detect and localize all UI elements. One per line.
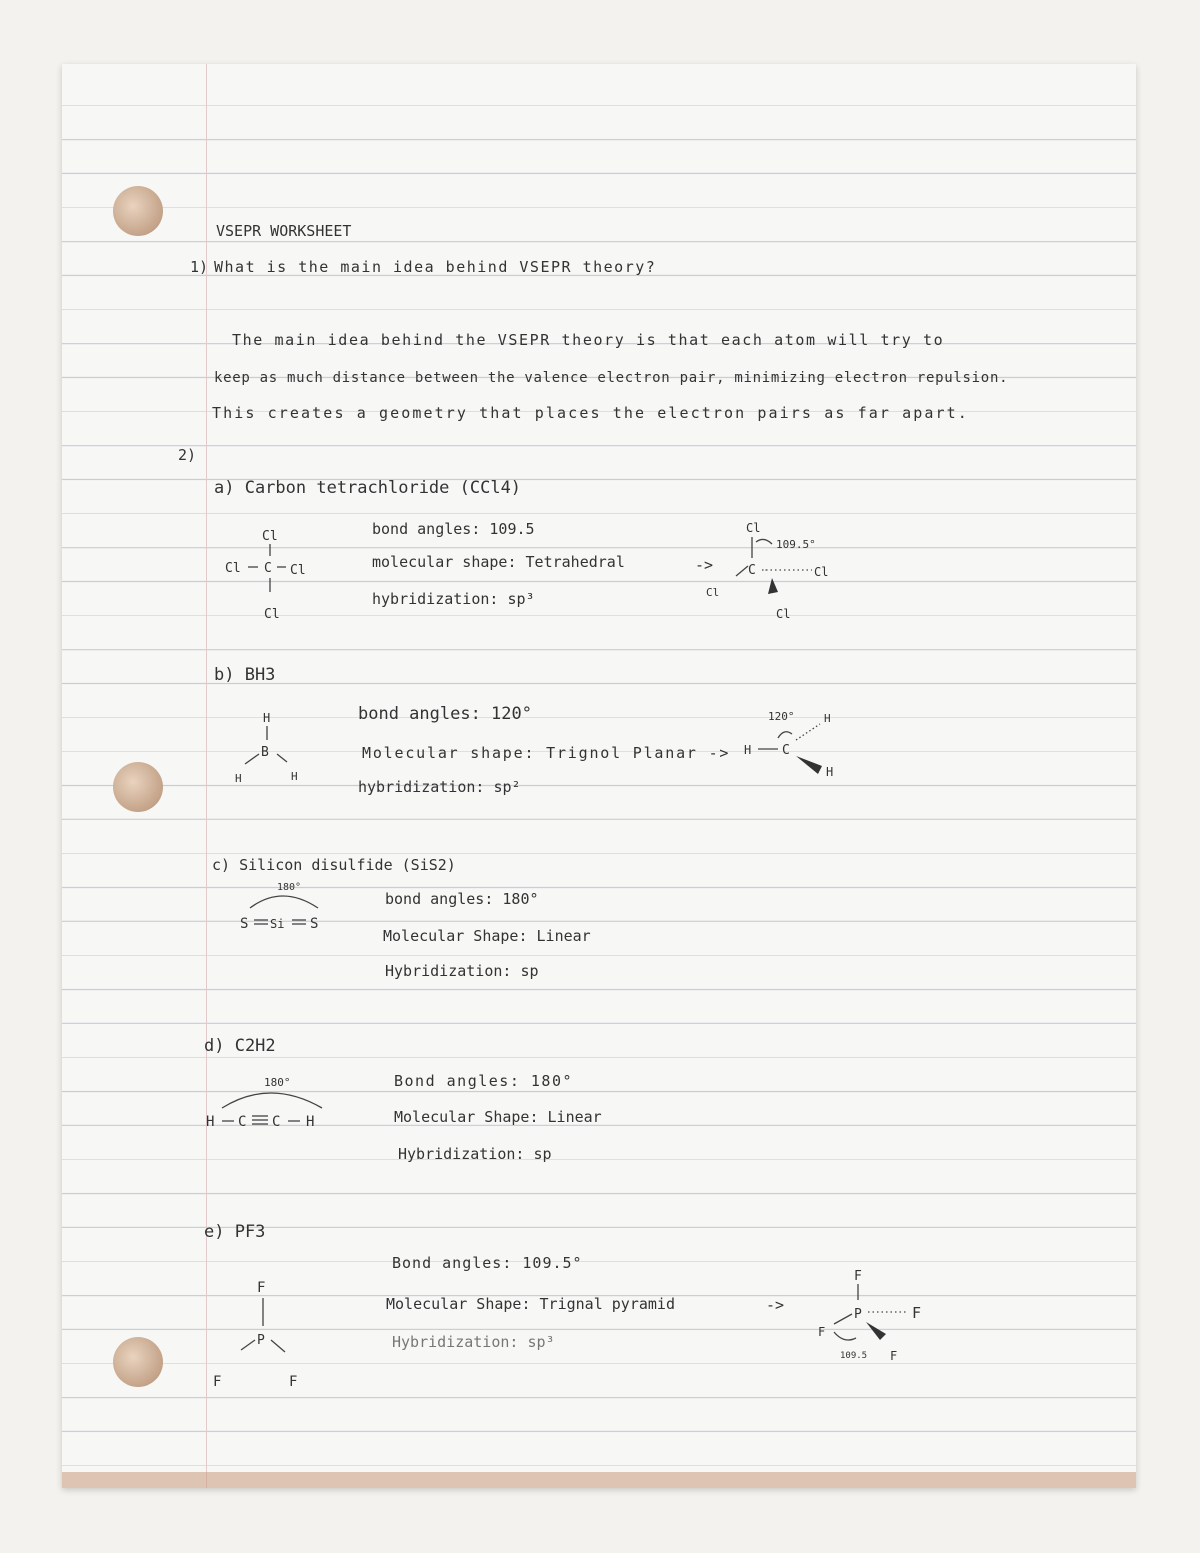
pf3-geo-left-f: F [818,1325,826,1339]
pf3-lewis-structure [205,1270,315,1400]
part-d-bond-angles: Bond angles: 180° [394,1072,574,1090]
pf3-lewis-right-f: F [289,1374,298,1390]
part-b-hybridization: hybridization: sp² [358,778,521,796]
bh3-geo-center-c: C [782,743,790,758]
ccl4-geo-angle: 109.5° [776,538,816,551]
c2h2-carbon-2: C [272,1114,281,1130]
part-d-heading: d) C2H2 [204,1036,276,1056]
part-a-hybridization: hybridization: sp³ [372,590,535,608]
part-b-molecular-shape: Molecular shape: Trignol Planar -> [362,744,731,762]
part-a-bond-angles: bond angles: 109.5 [372,520,535,538]
bh3-3d-geometry [740,704,850,784]
pf3-geo-center-p: P [854,1307,862,1322]
part-c-hybridization: Hybridization: sp [385,962,539,980]
part-b-bond-angles: bond angles: 120° [358,704,532,724]
ccl4-lewis-structure [220,520,330,630]
bh3-geo-lower-h: H [826,765,834,779]
pf3-geo-angle: 109.5 [840,1351,868,1361]
c2h2-left-h: H [206,1114,215,1130]
part-b-heading: b) BH3 [214,665,276,685]
ccl4-lewis-center-c: C [264,561,272,576]
part-d-hybridization: Hybridization: sp [398,1145,552,1163]
part-a-arrow: -> [695,556,714,574]
pf3-3d-geometry [808,1262,928,1372]
c2h2-angle: 180° [264,1076,291,1089]
part-e-bond-angles: Bond angles: 109.5° [392,1254,583,1272]
part-e-arrow: -> [766,1296,785,1314]
bh3-lewis-structure [225,706,315,786]
part-c-bond-angles: bond angles: 180° [385,890,539,908]
question-2-number: 2) [178,446,197,464]
sis2-lewis-structure [232,876,342,948]
pf3-geo-bottom-f: F [890,1349,898,1363]
sis2-right-s: S [310,916,319,932]
ccl4-lewis-right-cl: Cl [290,563,306,578]
answer-line-2: keep as much distance between the valence electron pair, minimizing electron repulsion. [214,370,1009,386]
pf3-geo-right-f: F [912,1304,922,1322]
part-e-heading: e) PF3 [204,1222,266,1242]
bh3-lewis-right-h: H [291,770,298,783]
c2h2-lewis-structure [200,1068,350,1138]
c2h2-right-h: H [306,1114,315,1130]
bh3-lewis-top-h: H [263,711,271,725]
ccl4-geo-center-c: C [748,563,756,578]
bh3-lewis-center-b: B [261,745,269,760]
pf3-lewis-left-f: F [213,1374,222,1390]
ccl4-lewis-top-cl: Cl [262,529,278,544]
pf3-lewis-top-f: F [257,1280,266,1296]
bh3-geo-angle: 120° [768,710,795,723]
part-c-molecular-shape: Molecular Shape: Linear [383,927,591,945]
part-e-hybridization: Hybridization: sp³ [392,1333,555,1351]
c2h2-carbon-1: C [238,1114,247,1130]
sis2-left-s: S [240,916,249,932]
punch-hole [113,762,163,812]
part-e-molecular-shape: Molecular Shape: Trignal pyramid [386,1295,675,1313]
sis2-center-si: Si [270,917,285,931]
bh3-geo-left-h: H [744,743,752,757]
bh3-lewis-left-h: H [235,772,242,785]
part-a-heading: a) Carbon tetrachloride (CCl4) [214,478,522,498]
ccl4-lewis-left-cl: Cl [225,561,241,576]
ccl4-geo-bottom-cl: Cl [776,607,791,621]
ccl4-geo-top-cl: Cl [746,521,761,535]
part-d-molecular-shape: Molecular Shape: Linear [394,1108,602,1126]
page-bottom-edge [62,1472,1136,1488]
part-a-molecular-shape: molecular shape: Tetrahedral [372,553,625,571]
bh3-geo-upper-h: H [824,712,831,725]
pf3-geo-top-f: F [854,1269,862,1284]
sis2-angle: 180° [277,882,302,893]
ccl4-lewis-bottom-cl: Cl [264,607,280,622]
ccl4-3d-geometry [700,516,860,626]
ccl4-geo-left-cl: Cl [706,586,720,599]
question-1-text: What is the main idea behind VSEPR theory? [214,258,657,276]
punch-hole [113,186,163,236]
question-1-number: 1) [190,258,209,276]
part-c-heading: c) Silicon disulfide (SiS2) [212,856,456,874]
pf3-lewis-center-p: P [257,1333,265,1348]
ccl4-geo-right-cl: Cl [814,565,829,579]
answer-line-3: This creates a geometry that places the electron pairs as far apart. [212,404,969,422]
punch-hole [113,1337,163,1387]
answer-line-1: The main idea behind the VSEPR theory is that each atom will try to [232,331,945,349]
worksheet-title: VSEPR WORKSHEET [216,222,352,240]
